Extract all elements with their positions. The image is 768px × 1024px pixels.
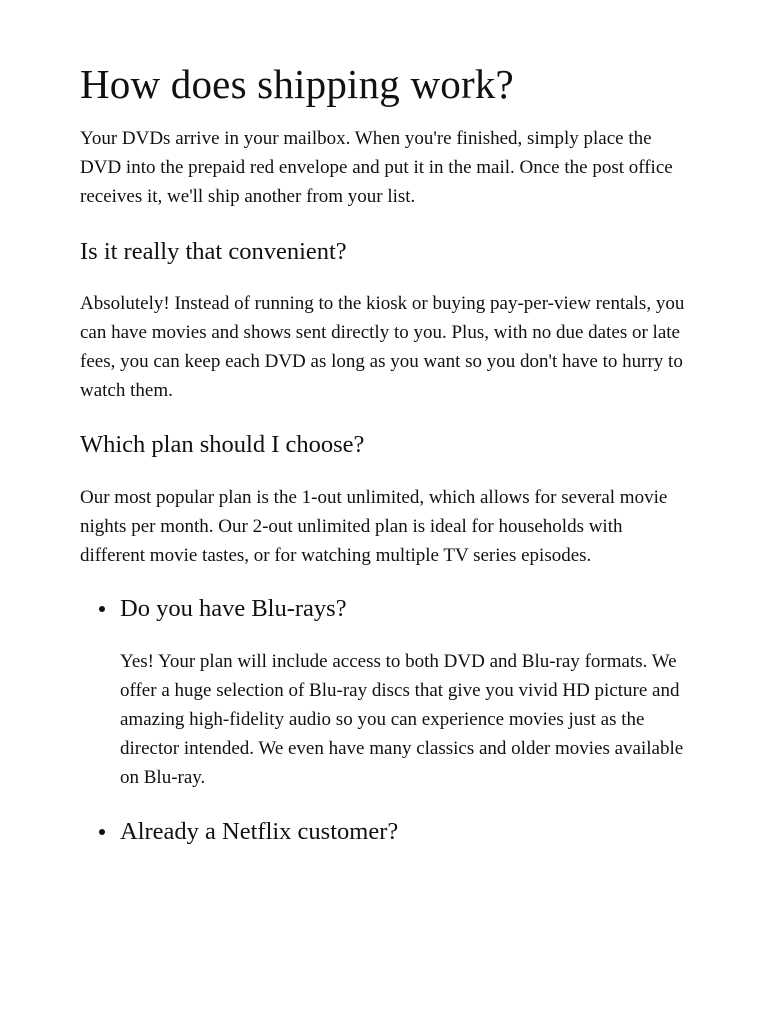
page-title: How does shipping work? bbox=[80, 61, 514, 107]
faq-item-existing-customer[interactable] bbox=[80, 816, 688, 848]
faq-answer-blu-rays: Yes! Your plan will include access to both DVD and Blu-ray formats. We offer a huge selection of Blu-ray discs that give you vivid HD picture and amazing high-fidelity audio so you can experience movies just as the director intended. We even have many classics and older movies available on Blu-ray. bbox=[120, 651, 684, 788]
section-heading-plan: Which plan should I choose? bbox=[80, 431, 365, 458]
section-body-plan: Our most popular plan is the 1-out unlimited, which allows for several movie nights per month. Our 2-out unlimited plan is ideal for households with different movie tastes, or for watching multiple TV series episodes. bbox=[80, 487, 668, 566]
faq-list bbox=[80, 593, 688, 848]
section-body-convenient: Absolutely! Instead of running to the kiosk or buying pay-per-view rentals, you can have movies and shows sent directly to you. Plus, with no due dates or late fees, you can keep each DVD as long as you want so you don't have to hurry to watch them. bbox=[80, 293, 685, 401]
bullet-icon bbox=[99, 606, 105, 612]
faq-question-existing-customer[interactable]: Already a Netflix customer? bbox=[120, 818, 399, 845]
section-heading-convenient: Is it really that convenient? bbox=[80, 238, 347, 265]
faq-question-blu-rays[interactable]: Do you have Blu-rays? bbox=[120, 595, 347, 622]
faq-item-blu-rays[interactable] bbox=[80, 593, 688, 792]
bullet-icon bbox=[99, 829, 105, 835]
intro-paragraph: Your DVDs arrive in your mailbox. When you're finished, simply place the DVD into the prepaid red envelope and put it in the mail. Once the post office receives it, we'll ship another from your list. bbox=[80, 128, 673, 207]
